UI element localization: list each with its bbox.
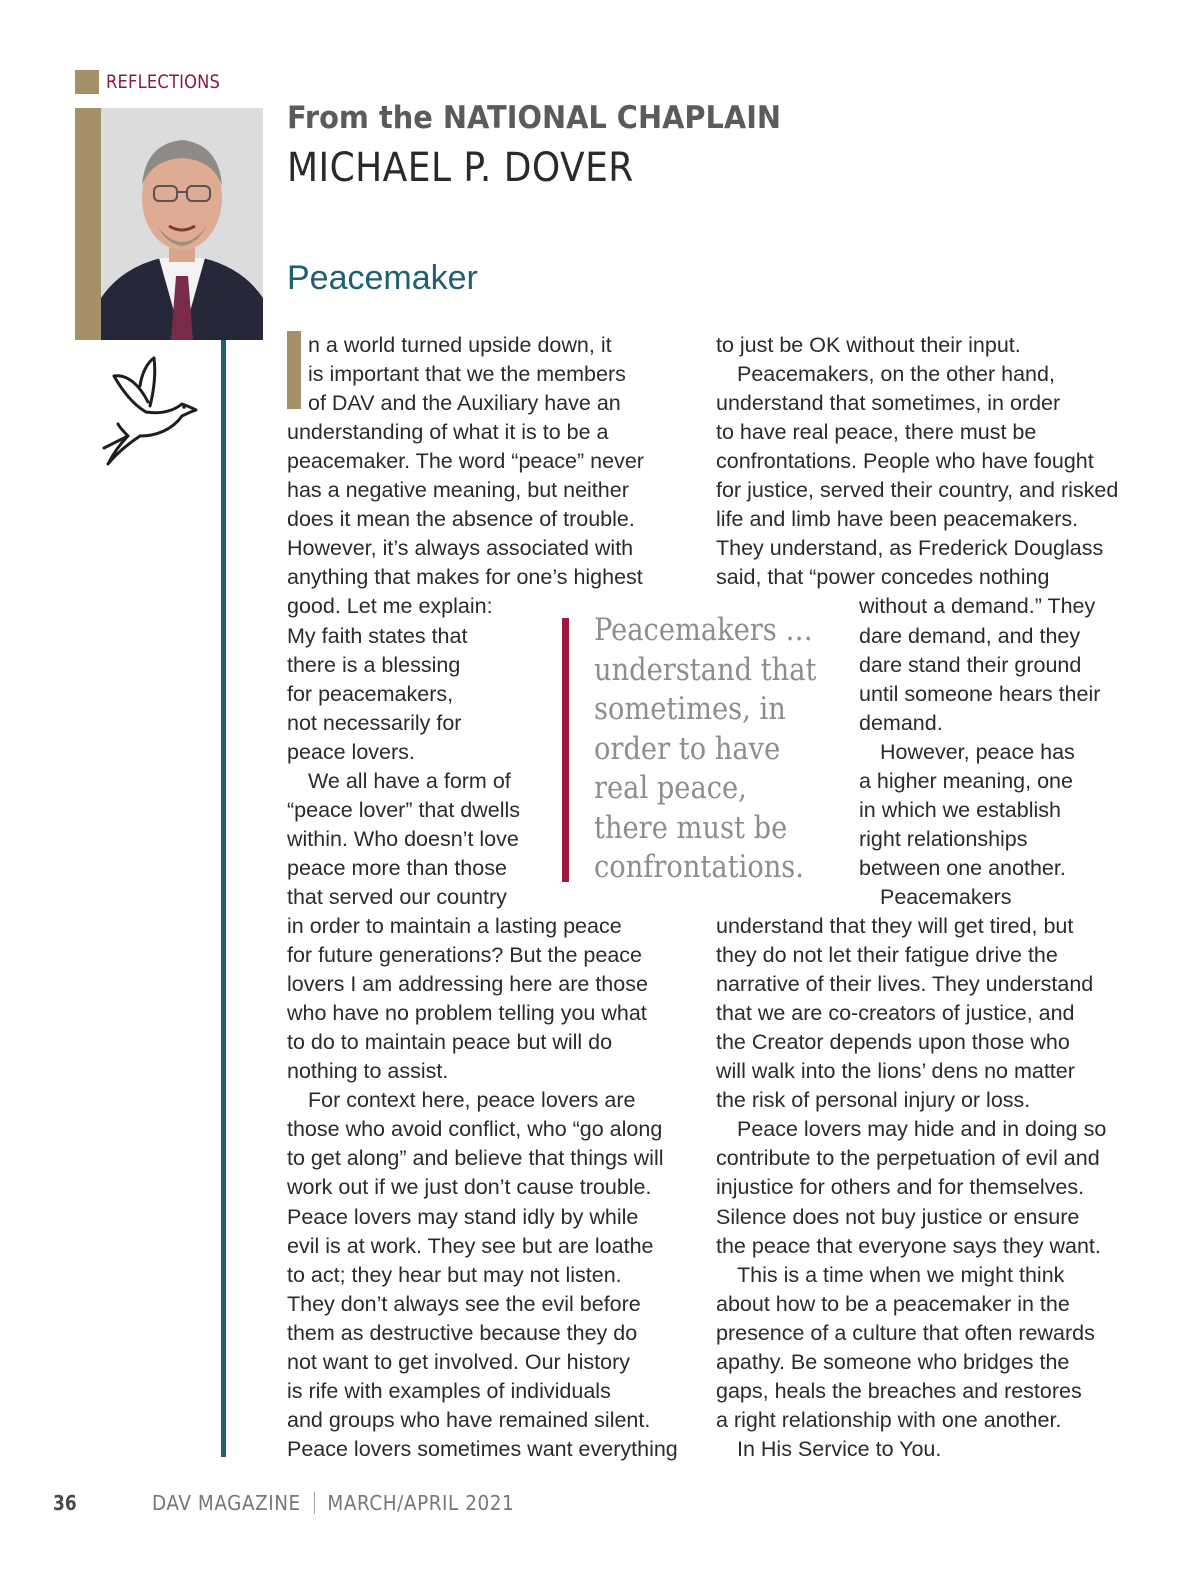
body-line: to get along” and believe that things will <box>287 1146 664 1171</box>
pullquote-line: order to have <box>594 730 781 767</box>
article-headline: Peacemaker <box>287 259 478 297</box>
body-line: nothing to assist. <box>287 1059 449 1084</box>
body-line: the Creator depends upon those who <box>716 1030 1070 1055</box>
author-photo <box>75 108 263 340</box>
body-line: in order to maintain a lasting peace <box>287 914 622 938</box>
body-line: work out if we just don’t cause trouble. <box>287 1175 652 1200</box>
issue-date: MARCH/APRIL 2021 <box>327 1491 515 1515</box>
body-line: n a world turned upside down, it <box>308 333 612 357</box>
pullquote-line: confrontations. <box>594 849 804 885</box>
body-line: peacemaker. The word “peace” never <box>287 449 644 474</box>
body-line: to just be OK without their input. <box>716 333 1021 357</box>
body-line: a right relationship with one another. <box>716 1407 1062 1432</box>
body-line: “peace lover” that dwells <box>287 797 521 822</box>
body-line: without a demand.” They <box>859 594 1096 619</box>
body-line: For context here, peace lovers are <box>308 1088 636 1113</box>
body-line: life and limb have been peacemakers. <box>716 507 1079 532</box>
body-line: In His Service to You. <box>737 1436 942 1461</box>
body-line: the risk of personal injury or loss. <box>716 1088 1031 1113</box>
body-line: and groups who have remained silent. <box>287 1407 651 1432</box>
section-square <box>75 70 99 94</box>
body-line: who have no problem telling you what <box>287 1001 647 1026</box>
publication-info <box>152 1491 514 1515</box>
body-line: to have real peace, there must be <box>716 420 1037 445</box>
body-line: Peacemakers <box>880 884 1012 909</box>
body-line: a higher meaning, one <box>859 768 1073 793</box>
body-line: Peace lovers may hide and in doing so <box>737 1117 1107 1142</box>
body-line: demand. <box>859 710 943 735</box>
pullquote-line: real peace, <box>594 770 747 806</box>
pullquote-line: understand that <box>594 651 817 688</box>
body-line: evil is at work. They see but are loathe <box>287 1233 654 1258</box>
body-line: dare demand, and they <box>859 623 1081 648</box>
body-line: has a negative meaning, but neither <box>287 478 629 503</box>
body-line: does it mean the absence of trouble. <box>287 507 635 532</box>
body-line: for justice, served their country, and risked <box>716 478 1119 503</box>
body-line: confrontations. People who have fought <box>716 449 1094 474</box>
body-line: that we are co-creators of justice, and <box>716 1001 1075 1026</box>
body-line: that served our country <box>287 884 507 909</box>
body-line: said, that “power concedes nothing <box>716 565 1050 590</box>
body-line: of DAV and the Auxiliary have an <box>308 391 621 416</box>
body-line: in which we establish <box>859 797 1061 822</box>
body-line: However, it’s always associated with <box>287 536 634 561</box>
body-line: Peace lovers may stand idly by while <box>287 1204 639 1229</box>
body-line: to do to maintain peace but will do <box>287 1030 613 1055</box>
body-line: is important that we the members <box>308 362 626 387</box>
body-line: understanding of what it is to be a <box>287 420 609 445</box>
body-line: anything that makes for one’s highest <box>287 565 643 590</box>
body-line: They understand, as Frederick Douglass <box>716 536 1104 561</box>
page-number: 36 <box>53 1491 77 1515</box>
pullquote-line: Peacemakers … <box>594 612 813 648</box>
body-line: peace lovers. <box>287 739 415 764</box>
body-line: Silence does not buy justice or ensure <box>716 1204 1080 1229</box>
body-line: not want to get involved. Our history <box>287 1349 630 1374</box>
body-line: the peace that everyone says they want. <box>716 1233 1101 1258</box>
author-name: MICHAEL P. DOVER <box>287 145 634 191</box>
magazine-name: DAV MAGAZINE <box>152 1491 301 1515</box>
body-line: not necessarily for <box>287 710 462 735</box>
body-line: My faith states that <box>287 623 468 648</box>
body-line: We all have a form of <box>308 768 511 793</box>
body-line: peace more than those <box>287 855 507 880</box>
pullquote-line: there must be <box>594 809 788 846</box>
body-line: there is a blessing <box>287 652 461 677</box>
body-line: However, peace has <box>880 739 1075 764</box>
body-line: narrative of their lives. They understand <box>716 972 1094 997</box>
body-line: until someone hears their <box>859 681 1101 706</box>
body-line: Peacemakers, on the other hand, <box>737 362 1055 387</box>
body-line: right relationships <box>859 826 1028 851</box>
body-line: for peacemakers, <box>287 681 454 706</box>
footer-divider <box>314 1492 315 1514</box>
body-line: between one another. <box>859 855 1066 880</box>
portrait-image <box>101 108 263 340</box>
dove-icon <box>100 356 200 468</box>
body-line: presence of a culture that often rewards <box>716 1320 1095 1345</box>
body-line: lovers I am addressing here are those <box>287 972 648 997</box>
body-line: understand that sometimes, in order <box>716 391 1061 416</box>
photo-accent-bar <box>75 108 101 340</box>
section-label: REFLECTIONS <box>106 71 221 93</box>
body-line: gaps, heals the breaches and restores <box>716 1378 1082 1403</box>
body-line: good. Let me explain: <box>287 594 493 619</box>
body-line: apathy. Be someone who bridges the <box>716 1349 1070 1374</box>
vertical-rule <box>221 340 226 1457</box>
body-line: those who avoid conflict, who “go along <box>287 1117 663 1142</box>
body-line: Peace lovers sometimes want everything <box>287 1436 678 1461</box>
body-line: is rife with examples of individuals <box>287 1378 611 1403</box>
body-line: about how to be a peacemaker in the <box>716 1291 1070 1316</box>
body-line: dare stand their ground <box>859 652 1082 677</box>
body-line: them as destructive because they do <box>287 1320 638 1345</box>
body-line: They don’t always see the evil before <box>287 1291 641 1316</box>
body-line: will walk into the lions’ dens no matter <box>716 1059 1075 1084</box>
body-line: for future generations? But the peace <box>287 943 642 968</box>
pullquote-line: sometimes, in <box>594 691 786 727</box>
body-line: within. Who doesn’t love <box>287 826 519 851</box>
body-line: injustice for others and for themselves. <box>716 1175 1085 1200</box>
section-tag <box>75 68 239 96</box>
drop-cap <box>287 331 301 409</box>
pullquote-bar <box>562 618 569 882</box>
body-line: This is a time when we might think <box>737 1262 1065 1287</box>
kicker-title: From the NATIONAL CHAPLAIN <box>287 100 782 136</box>
body-line: contribute to the perpetuation of evil and <box>716 1146 1100 1171</box>
body-line: they do not let their fatigue drive the <box>716 943 1058 968</box>
body-line: understand that they will get tired, but <box>716 914 1074 938</box>
body-line: to act; they hear but may not listen. <box>287 1262 622 1287</box>
